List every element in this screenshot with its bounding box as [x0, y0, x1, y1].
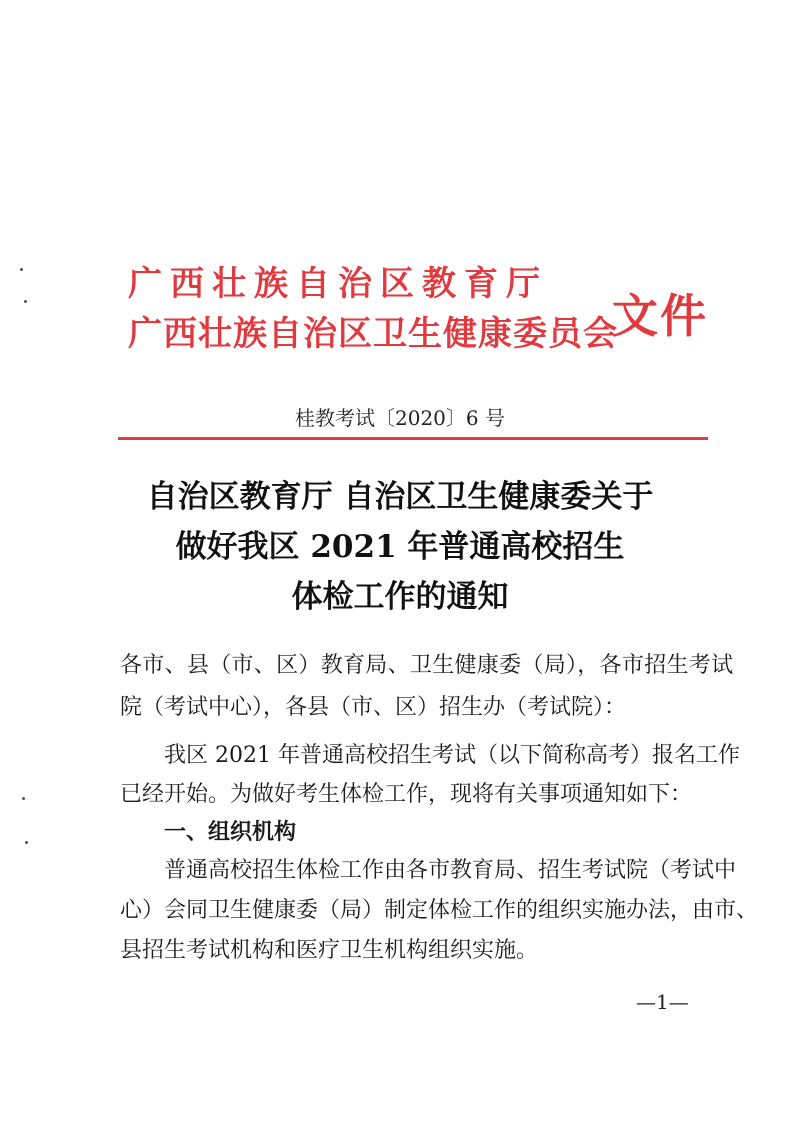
paragraph-1-line-2: 已经开始。为做好考生体检工作，现将有关事项通知如下： — [120, 782, 693, 807]
issuer-line-health-commission: 广西壮族自治区卫生健康委员会 — [128, 314, 618, 354]
binding-dot — [22, 797, 25, 800]
red-separator-rule — [118, 437, 708, 440]
section-heading-organization: 一、组织机构 — [164, 820, 297, 845]
addressee-line-1: 各市、县（市、区）教育局、卫生健康委（局），各市招生考试 — [120, 653, 734, 678]
page-number: —1— — [636, 990, 689, 1014]
document-title-line-1: 自治区教育厅 自治区卫生健康委关于 — [146, 479, 654, 515]
paragraph-2-line-3: 县招生考试机构和医疗卫生机构组织实施。 — [120, 938, 539, 963]
paragraph-1-line-1: 我区 2021 年普通高校招生考试（以下简称高考）报名工作 — [164, 743, 740, 768]
binding-dot — [20, 268, 23, 271]
issuer-line-education-department: 广西壮族自治区教育厅 — [128, 264, 548, 304]
binding-dot — [25, 841, 28, 844]
document-number: 桂教考试〔2020〕6 号 — [295, 406, 505, 430]
document-title-line-2: 做好我区 2021 年普通高校招生 — [175, 529, 625, 565]
paragraph-2-line-2: 心）会同卫生健康委（局）制定体检工作的组织实施办法，由市、 — [120, 898, 759, 923]
document-title-line-3: 体检工作的通知 — [291, 579, 509, 615]
paragraph-2-line-1: 普通高校招生体检工作由各市教育局、招生考试院（考试中 — [164, 858, 737, 883]
addressee-line-2: 院（考试中心），各县（市、区）招生办（考试院）： — [120, 695, 627, 720]
binding-dot — [24, 300, 27, 303]
document-kind-label: 文件 — [612, 289, 708, 343]
